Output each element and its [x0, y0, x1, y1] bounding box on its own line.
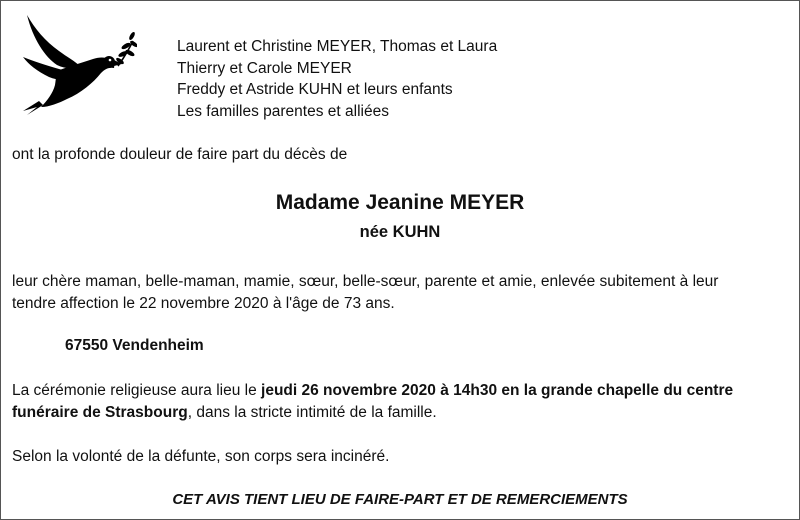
- footer-notice: CET AVIS TIENT LIEU DE FAIRE-PART ET DE REMERCIEMENTS: [172, 491, 628, 508]
- description-line: tendre affection le 22 novembre 2020 à l'âge de 73 ans.: [12, 294, 395, 312]
- family-line: Freddy et Astride KUHN et leurs enfants: [177, 81, 453, 98]
- dove-with-olive-branch-icon: [19, 11, 137, 121]
- cremation-wish: Selon la volonté de la défunte, son corps sera incinéré.: [12, 448, 390, 465]
- deceased-name: Madame Jeanine MEYER: [275, 191, 525, 214]
- description-paragraph: [12, 271, 792, 314]
- family-line: Thierry et Carole MEYER: [177, 59, 352, 77]
- intro-text: ont la profonde douleur de faire part du décès de: [12, 146, 348, 163]
- deceased-birth-name: née KUHN: [359, 223, 441, 241]
- description-line: leur chère maman, belle-maman, mamie, sœur, belle-sœur, parente et amie, enlevée subitement à leur: [12, 273, 719, 290]
- ceremony-paragraph: [12, 380, 792, 423]
- ceremony-prefix: La cérémonie religieuse aura lieu le: [12, 382, 262, 399]
- ceremony-suffix: , dans la stricte intimité de la famille.: [187, 403, 437, 421]
- family-list: [177, 36, 497, 122]
- family-line: Les familles parentes et alliées: [177, 102, 389, 120]
- family-line: Laurent et Christine MEYER, Thomas et Laura: [177, 38, 498, 55]
- city-address: 67550 Vendenheim: [65, 337, 204, 354]
- ceremony-details: jeudi 26 novembre 2020 à 14h30 en la grande chapelle du centre funéraire de Strasbourg: [12, 382, 734, 421]
